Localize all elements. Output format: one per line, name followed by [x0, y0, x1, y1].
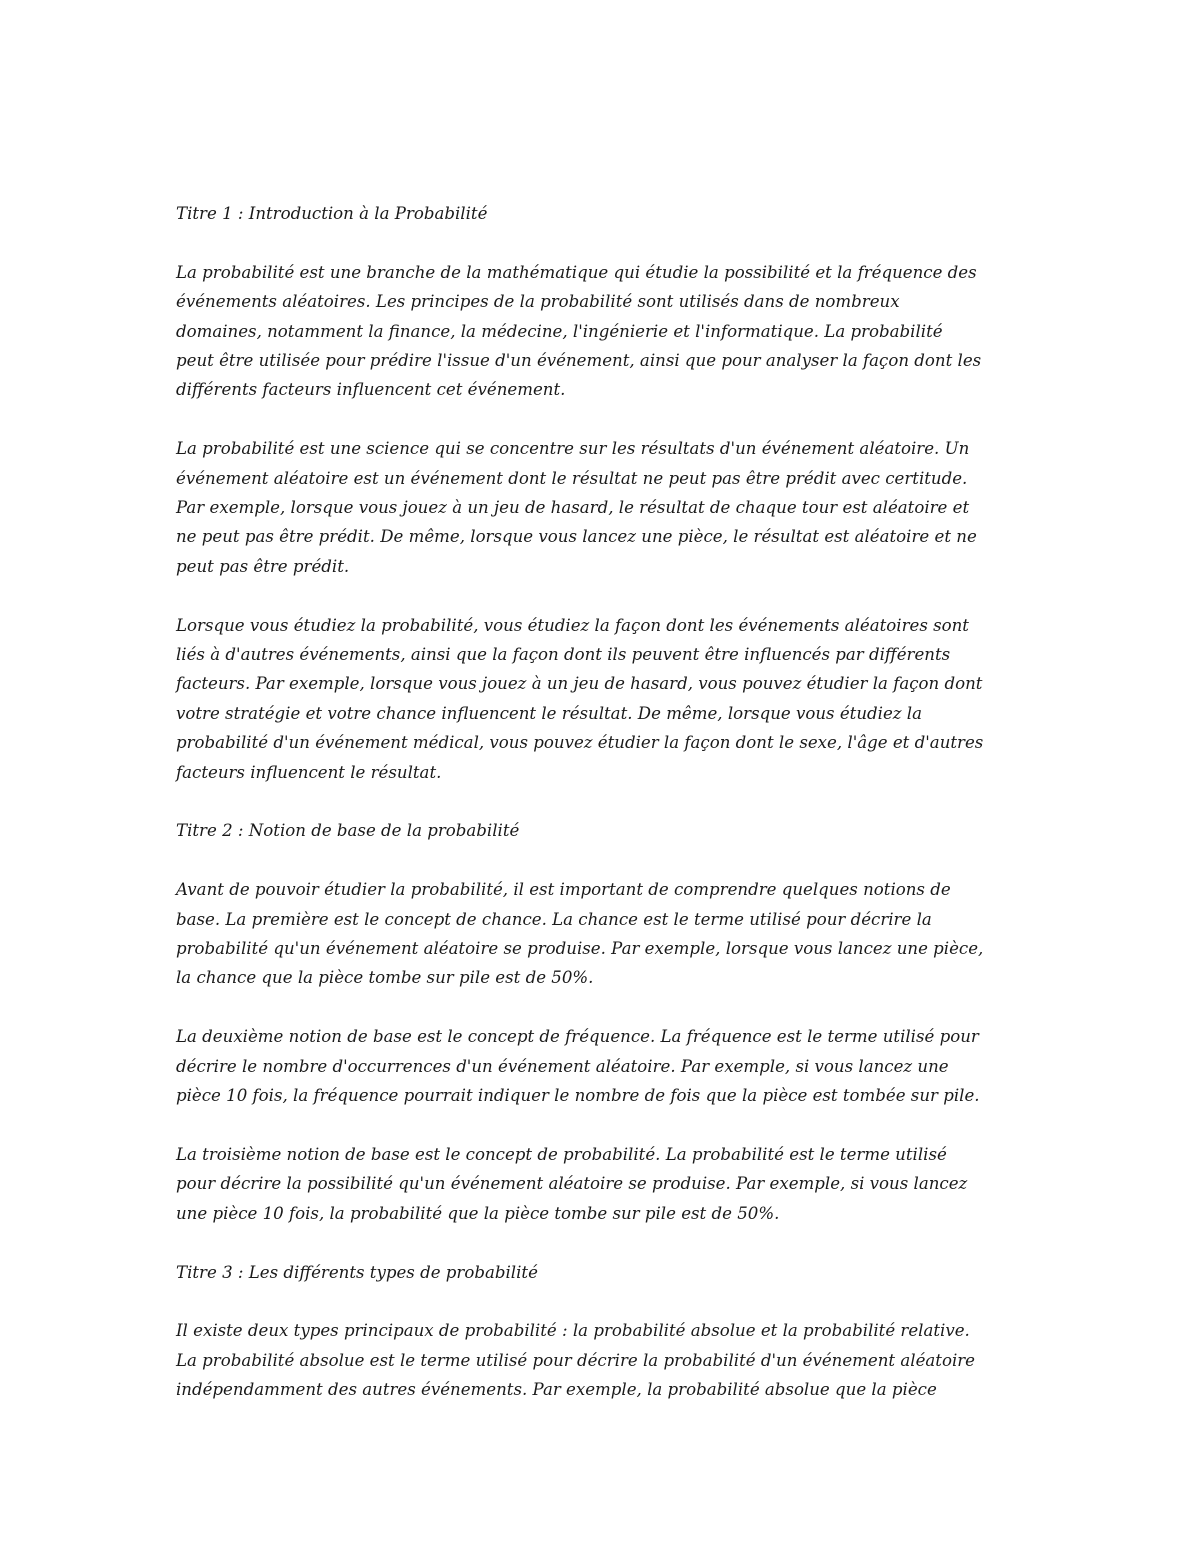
text-line: liés à d'autres événements, ainsi que la façon dont ils peuvent être influencés par différents: [176, 645, 951, 665]
text-line: une pièce 10 fois, la probabilité que la pièce tombe sur pile est de 50%.: [176, 1203, 780, 1223]
paragraph-1: [176, 258, 1036, 405]
text-line: Avant de pouvoir étudier la probabilité, il est important de comprendre quelques notions de: [176, 880, 951, 900]
paragraph-3: [176, 611, 1036, 787]
text-line: peut être utilisée pour prédire l'issue d'un événement, ainsi que pour analyser la façon dont les: [176, 351, 982, 371]
text-line: base. La première est le concept de chance. La chance est le terme utilisé pour décrire la: [176, 909, 932, 929]
text-line: Titre 2 : Notion de base de la probabilité: [176, 821, 520, 841]
text-line: probabilité qu'un événement aléatoire se produise. Par exemple, lorsque vous lancez une pièce,: [176, 939, 984, 959]
text-line: Titre 3 : Les différents types de probabilité: [176, 1262, 538, 1282]
paragraph-4: [176, 875, 1036, 993]
paragraph-5: [176, 1022, 1036, 1110]
text-line: indépendamment des autres événements. Par exemple, la probabilité absolue que la pièce: [176, 1380, 937, 1400]
text-line: événement aléatoire est un événement dont le résultat ne peut pas être prédit avec certitude.: [176, 468, 968, 488]
text-line: La troisième notion de base est le concept de probabilité. La probabilité est le terme utilisé: [176, 1144, 947, 1164]
paragraph-2: [176, 434, 1036, 581]
section-heading-2: [176, 816, 1036, 845]
text-line: facteurs influencent le résultat.: [176, 762, 442, 782]
text-line: ne peut pas être prédit. De même, lorsque vous lancez une pièce, le résultat est aléatoire et ne: [176, 527, 977, 547]
text-line: votre stratégie et votre chance influencent le résultat. De même, lorsque vous étudiez la: [176, 703, 922, 723]
text-line: événements aléatoires. Les principes de la probabilité sont utilisés dans de nombreux: [176, 292, 900, 312]
text-line: différents facteurs influencent cet événement.: [176, 380, 566, 400]
text-line: La probabilité est une branche de la mathématique qui étudie la possibilité et la fréquence des: [176, 262, 977, 282]
text-line: domaines, notamment la finance, la médecine, l'ingénierie et l'informatique. La probabilité: [176, 321, 943, 341]
text-line: Par exemple, lorsque vous jouez à un jeu de hasard, le résultat de chaque tour est aléatoire et: [176, 498, 970, 518]
section-heading-3: [176, 1258, 1036, 1287]
paragraph-7: [176, 1316, 1036, 1404]
text-line: décrire le nombre d'occurrences d'un événement aléatoire. Par exemple, si vous lancez une: [176, 1056, 949, 1076]
text-line: pour décrire la possibilité qu'un événement aléatoire se produise. Par exemple, si vous lancez: [176, 1174, 968, 1194]
text-line: facteurs. Par exemple, lorsque vous jouez à un jeu de hasard, vous pouvez étudier la façon dont: [176, 674, 983, 694]
text-line: la chance que la pièce tombe sur pile est de 50%.: [176, 968, 594, 988]
text-line: Il existe deux types principaux de probabilité : la probabilité absolue et la probabilité relative.: [176, 1321, 970, 1341]
text-line: La probabilité est une science qui se concentre sur les résultats d'un événement aléatoire. Un: [176, 439, 970, 459]
document-page: [176, 199, 1036, 1434]
section-heading-1: [176, 199, 1036, 228]
text-line: La probabilité absolue est le terme utilisé pour décrire la probabilité d'un événement aléatoire: [176, 1350, 976, 1370]
paragraph-6: [176, 1140, 1036, 1228]
text-line: La deuxième notion de base est le concept de fréquence. La fréquence est le terme utilisé pour: [176, 1027, 979, 1047]
text-line: Titre 1 : Introduction à la Probabilité: [176, 204, 488, 223]
text-line: pièce 10 fois, la fréquence pourrait indiquer le nombre de fois que la pièce est tombée sur pile.: [176, 1086, 980, 1106]
text-line: peut pas être prédit.: [176, 556, 350, 576]
text-line: Lorsque vous étudiez la probabilité, vous étudiez la façon dont les événements aléatoires sont: [176, 615, 969, 635]
text-line: probabilité d'un événement médical, vous pouvez étudier la façon dont le sexe, l'âge et d'autres: [176, 733, 984, 753]
